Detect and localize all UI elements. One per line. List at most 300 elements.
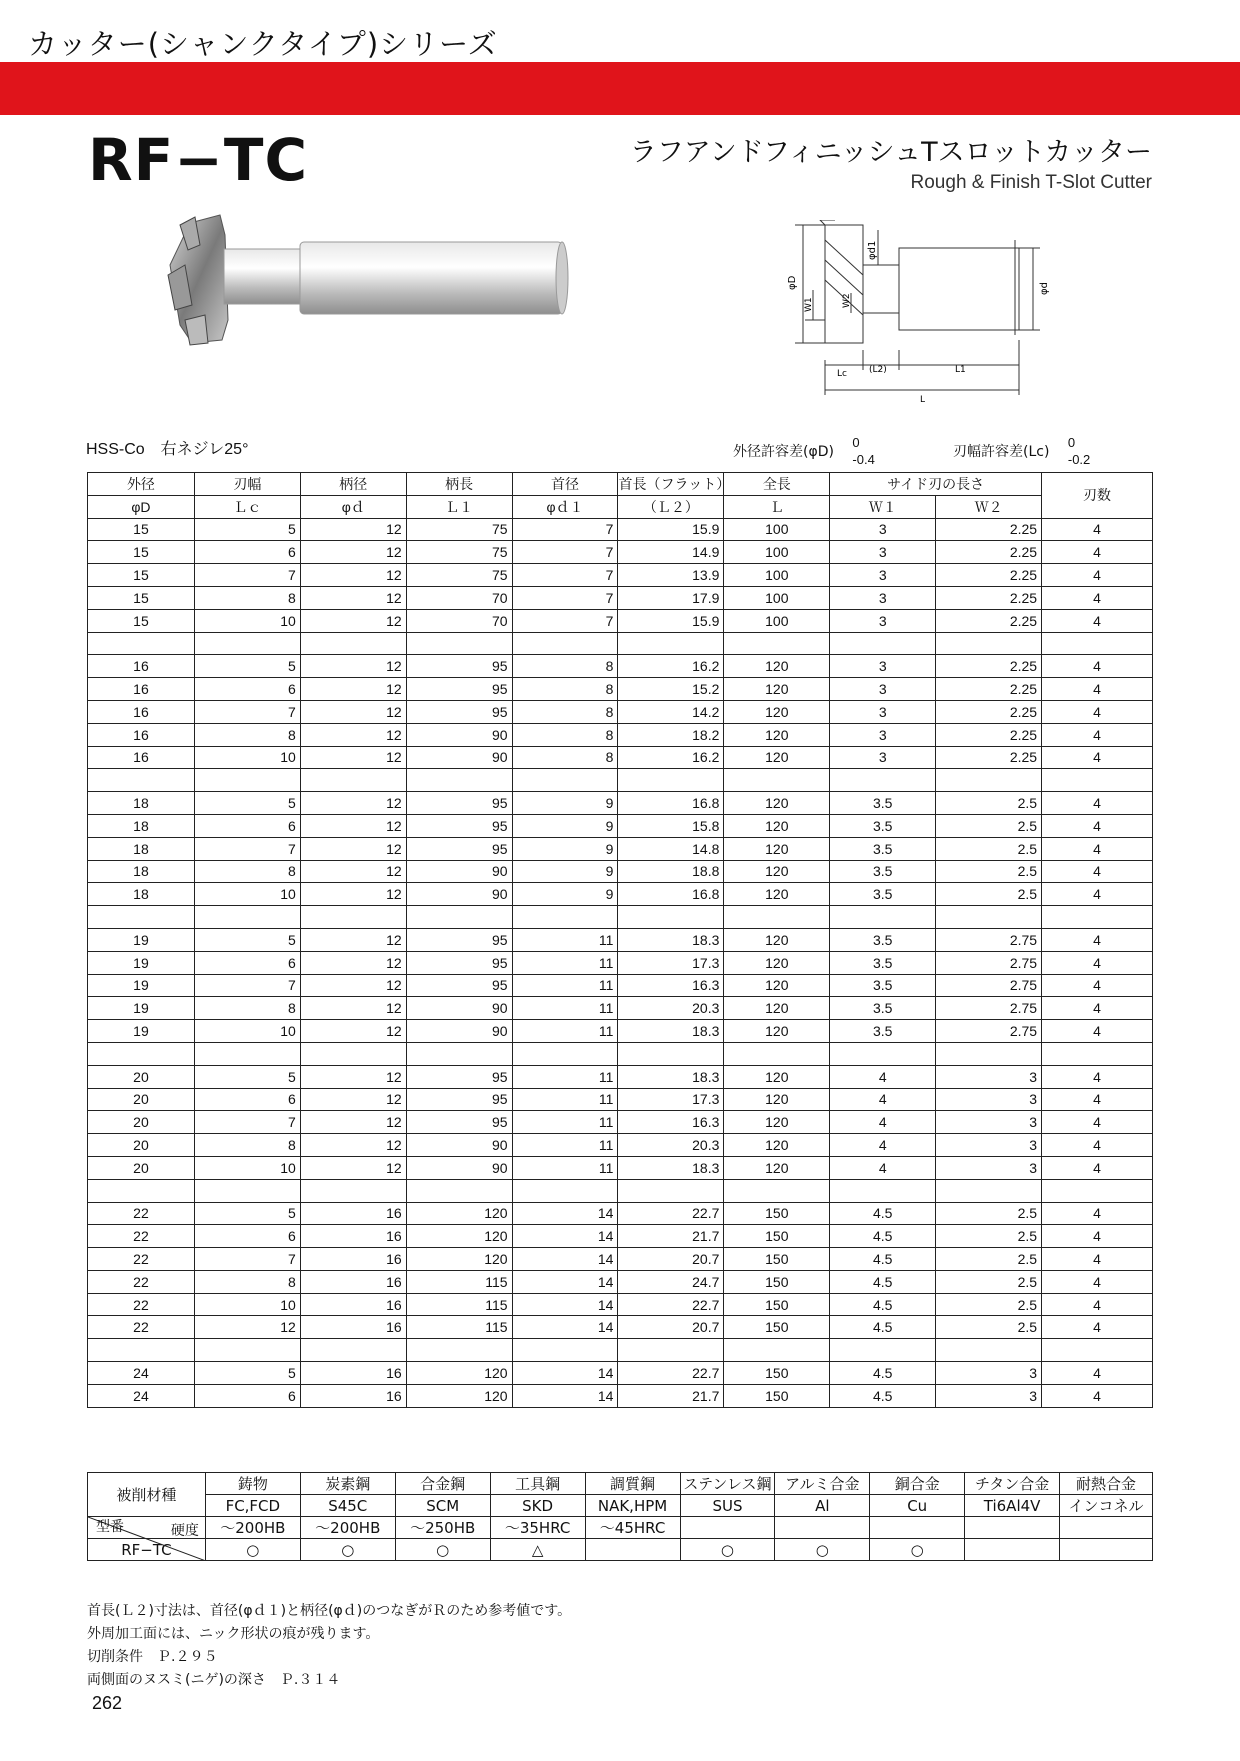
table-cell: 90 [406,860,512,883]
table-cell: 150 [724,1362,830,1385]
table-row-blank [88,1179,1153,1202]
table-cell [88,1042,195,1065]
table-cell: 4 [1042,883,1153,906]
th-shank-len: 柄長 [406,473,512,496]
table-cell: 4.5 [830,1270,936,1293]
table-cell: 2.25 [936,723,1042,746]
table-cell: 16 [300,1270,406,1293]
table-cell: 3 [830,678,936,701]
table-cell: 2.5 [936,792,1042,815]
table-cell: 14.2 [618,700,724,723]
table-cell: 95 [406,928,512,951]
dimension-drawing [765,220,1165,410]
table-cell: 7 [194,564,300,587]
table-cell [830,632,936,655]
table-cell [1042,1339,1153,1362]
table-cell: 2.25 [936,700,1042,723]
table-cell [724,769,830,792]
table-cell: 22 [88,1202,195,1225]
table-cell [300,1179,406,1202]
table-cell: 19 [88,974,195,997]
table-cell: 3 [830,746,936,769]
table-cell: 75 [406,564,512,587]
table-cell: 120 [724,928,830,951]
table-cell: 12 [300,814,406,837]
table-cell: 120 [724,1020,830,1043]
table-cell: 4 [1042,1248,1153,1271]
table-cell: 12 [300,1088,406,1111]
table-row [88,1088,1153,1111]
note-line: 両側面のヌスミ(ニゲ)の深さ Ｐ.３１４ [87,1672,341,1688]
material-name: 銅合金 [870,1473,965,1495]
table-cell: 120 [724,837,830,860]
table-cell: 120 [406,1202,512,1225]
table-cell: 14 [512,1362,618,1385]
table-cell: 4 [1042,746,1153,769]
table-cell: 14 [512,1316,618,1339]
table-cell: 4 [1042,1088,1153,1111]
table-cell: 120 [724,1088,830,1111]
model-code: RF−TC [88,126,309,194]
table-cell: 12 [194,1316,300,1339]
table-cell: 95 [406,814,512,837]
table-cell: 5 [194,1362,300,1385]
tolerance-upper: 0 [1067,435,1076,450]
table-cell: 10 [194,1293,300,1316]
table-cell: 7 [512,518,618,541]
table-cell: 120 [724,860,830,883]
table-cell: 90 [406,1134,512,1157]
th-sym-L: Ｌ [724,495,830,518]
material-code: Cu [870,1495,965,1517]
table-cell: 5 [194,655,300,678]
table-cell: 120 [406,1362,512,1385]
table-cell: 9 [512,860,618,883]
table-row [88,655,1153,678]
table-cell: 20 [88,1111,195,1134]
table-cell: 18 [88,883,195,906]
table-cell: 10 [194,746,300,769]
table-cell [1042,632,1153,655]
table-cell: 18 [88,860,195,883]
table-cell: 120 [724,655,830,678]
table-cell: 16 [300,1202,406,1225]
table-cell: 12 [300,518,406,541]
table-cell: 4 [1042,1111,1153,1134]
table-cell: 12 [300,974,406,997]
table-cell: 16 [300,1384,406,1407]
table-cell: 120 [724,974,830,997]
table-cell: 120 [724,814,830,837]
table-cell: 20 [88,1065,195,1088]
material-name: 炭素鋼 [300,1473,395,1495]
table-row [88,723,1153,746]
table-cell: 5 [194,1065,300,1088]
label-L: L [920,395,926,405]
cutter-photo [150,205,630,355]
table-cell: 3.5 [830,974,936,997]
spec-table-body [88,518,1153,1407]
table-cell: 11 [512,1020,618,1043]
table-cell: 100 [724,609,830,632]
table-cell: 115 [406,1270,512,1293]
table-cell: 21.7 [618,1225,724,1248]
table-cell: 7 [512,609,618,632]
hardness-value [680,1517,775,1539]
table-row [88,564,1153,587]
table-row [88,792,1153,815]
table-cell: 4.5 [830,1384,936,1407]
table-cell: 12 [300,678,406,701]
table-row [88,1111,1153,1134]
table-cell [88,906,195,929]
table-cell: 4 [830,1111,936,1134]
table-row [88,928,1153,951]
table-cell [618,1339,724,1362]
th-flutes: 刃数 [1042,473,1153,519]
table-cell [194,632,300,655]
table-cell: 2.25 [936,609,1042,632]
table-cell: 2.75 [936,974,1042,997]
table-cell: 90 [406,746,512,769]
table-cell: 90 [406,1020,512,1043]
table-row [88,1270,1153,1293]
table-row [88,860,1153,883]
table-cell: 2.25 [936,564,1042,587]
table-cell: 150 [724,1293,830,1316]
table-cell: 14 [512,1293,618,1316]
table-row-blank [88,632,1153,655]
table-cell: 3 [936,1065,1042,1088]
table-cell: 3 [936,1384,1042,1407]
table-cell: 10 [194,883,300,906]
table-cell [724,906,830,929]
table-cell [194,1042,300,1065]
table-cell: 7 [512,564,618,587]
table-cell: 100 [724,541,830,564]
table-cell [936,632,1042,655]
suitability-mark [585,1539,680,1561]
material-name: 工具鋼 [490,1473,585,1495]
tolerance-label: 刃幅許容差(Lc) [953,444,1050,460]
table-row [88,1134,1153,1157]
hardness-value [1060,1517,1153,1539]
label-W1: W1 [804,297,814,312]
table-cell: 4 [1042,609,1153,632]
table-cell: 16.8 [618,883,724,906]
table-cell: 12 [300,564,406,587]
table-cell: 22 [88,1316,195,1339]
label-phid: φd [1039,282,1050,295]
table-cell: 4 [1042,951,1153,974]
material-code: SCM [395,1495,490,1517]
table-cell: 4.5 [830,1202,936,1225]
table-cell: 12 [300,1156,406,1179]
table-cell: 18.3 [618,1020,724,1043]
th-sym-L2: （Ｌ２） [618,495,724,518]
table-cell: 2.5 [936,1293,1042,1316]
table-cell: 20.7 [618,1248,724,1271]
table-cell: 3.5 [830,928,936,951]
table-cell: 4 [1042,1384,1153,1407]
table-cell: 4 [1042,723,1153,746]
label-L2: (L2) [869,365,887,375]
product-name-jp: ラフアンドフィニッシュTスロットカッター [629,137,1152,168]
table-cell: 3 [830,655,936,678]
table-cell: 4 [1042,1202,1153,1225]
th-sym-W2: Ｗ２ [936,495,1042,518]
table-cell: 95 [406,1111,512,1134]
table-cell: 3 [830,541,936,564]
table-row [88,951,1153,974]
table-cell: 2.25 [936,518,1042,541]
table-cell: 8 [512,723,618,746]
table-cell: 17.3 [618,951,724,974]
table-cell [830,1179,936,1202]
table-cell: 75 [406,518,512,541]
table-cell [88,632,195,655]
table-cell [300,1339,406,1362]
table-cell: 16.3 [618,974,724,997]
table-cell: 11 [512,974,618,997]
table-cell: 90 [406,997,512,1020]
suitability-mark: ○ [870,1539,965,1561]
table-cell: 20 [88,1156,195,1179]
table-cell: 7 [194,974,300,997]
table-cell: 150 [724,1384,830,1407]
table-cell: 12 [300,837,406,860]
table-cell: 15 [88,586,195,609]
table-cell: 120 [724,1156,830,1179]
table-cell [936,906,1042,929]
table-cell: 8 [194,860,300,883]
table-cell: 5 [194,1202,300,1225]
table-cell: 7 [194,837,300,860]
th-total-len: 全長 [724,473,830,496]
table-cell: 12 [300,928,406,951]
table-cell: 2.5 [936,814,1042,837]
material-code: SUS [680,1495,775,1517]
table-cell: 4 [1042,1225,1153,1248]
hardness-value: ～45HRC [585,1517,680,1539]
table-cell: 95 [406,951,512,974]
table-row-blank [88,1339,1153,1362]
table-cell: 95 [406,974,512,997]
th-side-edge: サイド刃の長さ [830,473,1042,496]
table-row [88,1293,1153,1316]
table-cell: 6 [194,1088,300,1111]
table-cell: 12 [300,1111,406,1134]
table-cell: 16.2 [618,746,724,769]
table-cell: 12 [300,723,406,746]
table-cell: 2.75 [936,951,1042,974]
table-cell: 4 [1042,518,1153,541]
product-name-en: Rough & Finish T-Slot Cutter [910,172,1152,193]
table-row [88,837,1153,860]
table-cell: 15.9 [618,609,724,632]
table-cell: 7 [194,700,300,723]
table-cell: 8 [512,655,618,678]
table-cell [618,1179,724,1202]
table-cell: 17.9 [618,586,724,609]
table-cell: 3.5 [830,792,936,815]
th-sym-L1: Ｌ１ [406,495,512,518]
tolerance-label: 外径許容差(φD) [733,444,834,460]
table-cell: 12 [300,951,406,974]
table-cell: 2.25 [936,541,1042,564]
table-cell: 2.5 [936,1202,1042,1225]
hardness-model-header [88,1517,206,1539]
table-cell: 4 [1042,1270,1153,1293]
table-cell: 4 [1042,928,1153,951]
table-cell: 3 [936,1156,1042,1179]
table-row [88,1202,1153,1225]
table-cell: 4 [1042,541,1153,564]
table-row [88,518,1153,541]
table-cell: 11 [512,1156,618,1179]
table-cell: 16.2 [618,655,724,678]
table-cell: 90 [406,723,512,746]
table-cell [618,906,724,929]
table-cell: 12 [300,1020,406,1043]
table-cell: 3.5 [830,951,936,974]
table-cell [936,769,1042,792]
table-cell: 3.5 [830,860,936,883]
table-row [88,609,1153,632]
table-row [88,1362,1153,1385]
table-cell: 120 [724,746,830,769]
material-code: Ti6Al4V [965,1495,1060,1517]
table-cell [1042,1179,1153,1202]
suitability-mark [965,1539,1060,1561]
table-cell: 8 [194,1270,300,1293]
table-cell: 16 [300,1225,406,1248]
table-cell: 20.3 [618,1134,724,1157]
table-cell: 120 [406,1225,512,1248]
table-cell: 22 [88,1225,195,1248]
table-row [88,974,1153,997]
table-cell: 4.5 [830,1248,936,1271]
table-cell: 120 [724,1065,830,1088]
material-name: アルミ合金 [775,1473,870,1495]
table-cell: 2.25 [936,678,1042,701]
work-material-label: 被削材種 [88,1473,206,1517]
header-band [0,62,1240,115]
table-cell [618,632,724,655]
material-code: NAK,HPM [585,1495,680,1517]
table-cell: 12 [300,1065,406,1088]
table-cell: 150 [724,1202,830,1225]
table-cell [512,769,618,792]
table-cell: 12 [300,792,406,815]
table-cell: 3.5 [830,1020,936,1043]
table-cell [512,632,618,655]
table-cell: 4 [830,1156,936,1179]
table-cell: 15 [88,518,195,541]
th-sym-d: φｄ [300,495,406,518]
material-code: インコネル [1060,1495,1153,1517]
table-cell: 4.5 [830,1362,936,1385]
th-od: 外径 [88,473,195,496]
table-cell: 12 [300,883,406,906]
table-cell [88,1339,195,1362]
table-cell: 6 [194,541,300,564]
hardness-value: ～200HB [205,1517,300,1539]
table-cell: 18.3 [618,1156,724,1179]
table-cell: 12 [300,586,406,609]
hardness-value [870,1517,965,1539]
suitability-mark: ○ [300,1539,395,1561]
table-cell: 4.5 [830,1225,936,1248]
table-cell [194,1179,300,1202]
table-cell: 6 [194,814,300,837]
table-cell: 3.5 [830,837,936,860]
table-cell: 7 [194,1111,300,1134]
table-cell: 4 [1042,837,1153,860]
table-cell: 2.5 [936,1270,1042,1293]
table-cell: 16 [300,1362,406,1385]
table-cell: 14 [512,1225,618,1248]
table-cell: 90 [406,1156,512,1179]
table-cell [618,769,724,792]
suitability-mark: ○ [775,1539,870,1561]
table-cell: 16 [88,700,195,723]
table-cell: 16 [88,655,195,678]
table-row-blank [88,1042,1153,1065]
table-cell: 15.9 [618,518,724,541]
table-cell [618,1042,724,1065]
table-cell: 9 [512,883,618,906]
table-cell: 10 [194,609,300,632]
table-cell: 4 [1042,700,1153,723]
spec-table [87,472,1153,1408]
label-L1: L1 [955,365,966,375]
table-cell: 15.2 [618,678,724,701]
table-cell: 18 [88,814,195,837]
table-cell [936,1339,1042,1362]
table-cell: 14 [512,1384,618,1407]
table-row [88,746,1153,769]
table-row [88,541,1153,564]
table-cell: 11 [512,1111,618,1134]
th-sym-W1: Ｗ１ [830,495,936,518]
table-cell [512,1339,618,1362]
table-cell: 20.7 [618,1316,724,1339]
table-cell: 18 [88,837,195,860]
table-cell: 22.7 [618,1202,724,1225]
table-cell: 115 [406,1293,512,1316]
table-cell: 120 [724,1111,830,1134]
table-cell: 12 [300,541,406,564]
table-cell: 4 [1042,1362,1153,1385]
table-cell: 9 [512,814,618,837]
table-cell: 11 [512,1065,618,1088]
table-cell: 2.75 [936,997,1042,1020]
table-cell: 8 [512,746,618,769]
table-cell: 6 [194,1225,300,1248]
material-info: HSS-Co 右ネジレ25° [86,441,249,458]
label-phid1: φd1 [867,240,878,260]
table-cell: 100 [724,586,830,609]
table-cell: 4 [1042,1293,1153,1316]
table-cell: 8 [194,586,300,609]
table-cell: 2.25 [936,746,1042,769]
table-cell: 70 [406,609,512,632]
table-cell: 6 [194,951,300,974]
table-cell: 11 [512,928,618,951]
table-cell: 12 [300,700,406,723]
table-cell: 2.5 [936,883,1042,906]
